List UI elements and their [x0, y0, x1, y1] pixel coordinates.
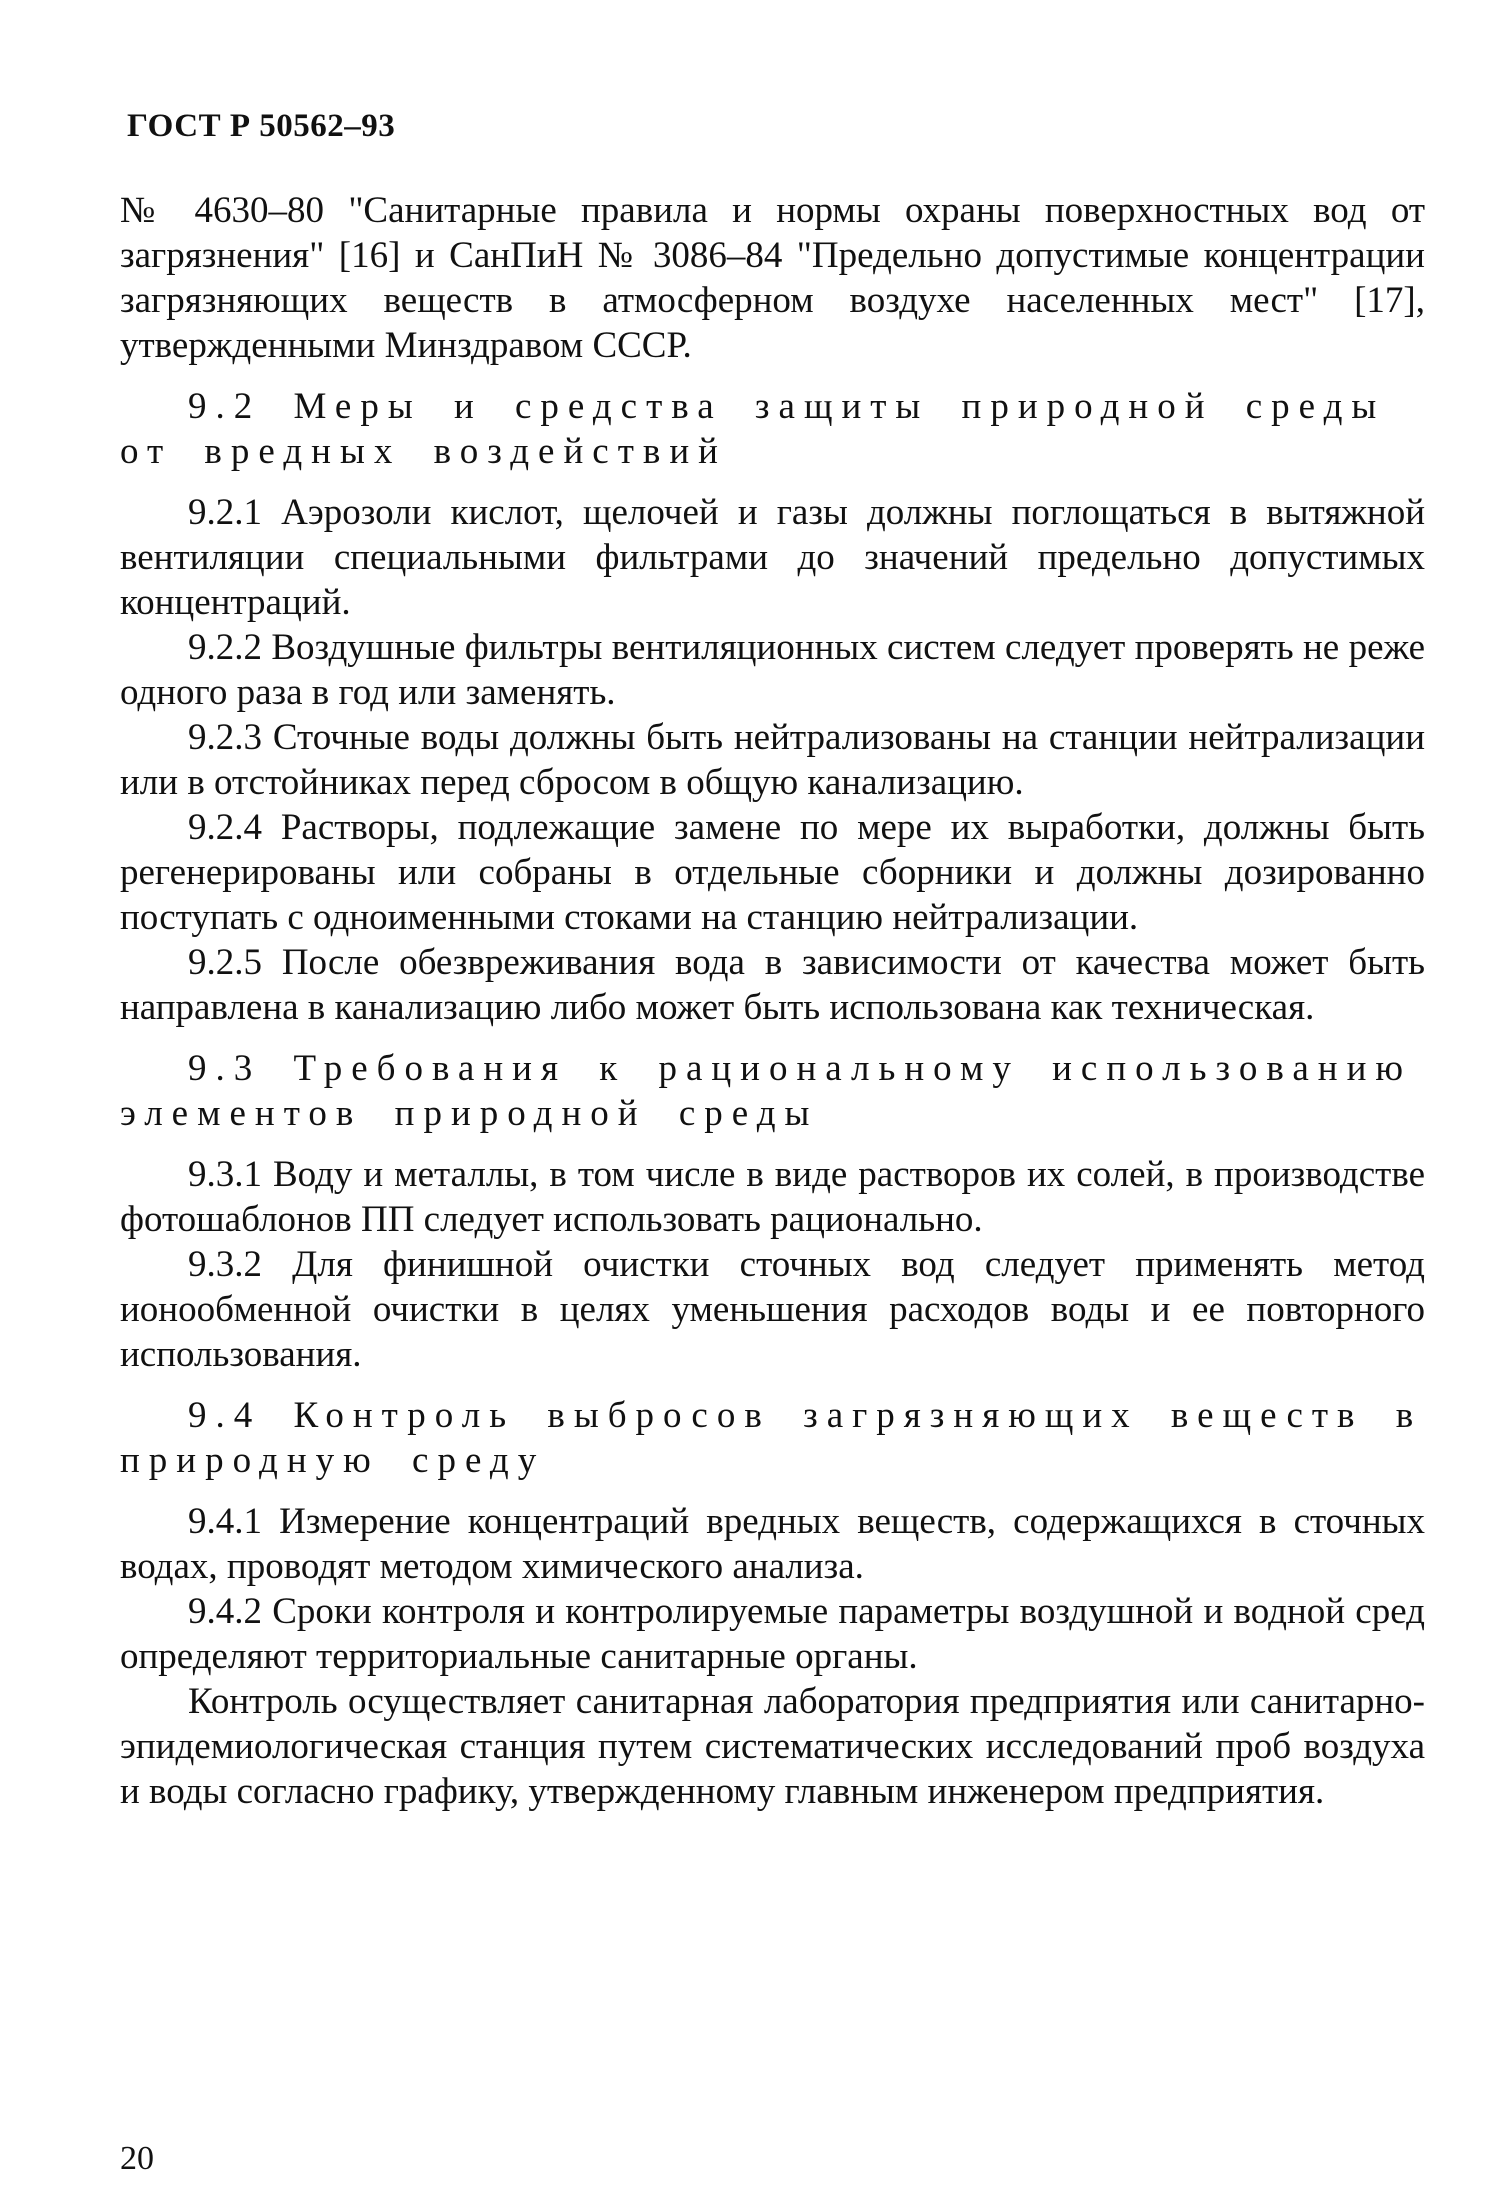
paragraph-9-2-2: 9.2.2 Воздушные фильтры вентиляционных систем следует проверять не реже одного раза в год или заменять. — [120, 627, 1425, 713]
paragraph-9-2-5: 9.2.5 После обезвреживания вода в зависимости от качества может быть направлена в канализацию либо может быть использована как техническая. — [120, 942, 1425, 1028]
document-code-header: ГОСТ Р 50562–93 — [127, 108, 396, 144]
section-9-2-heading: 9.2 Меры и средства защиты природной среды от вредных воздействий — [120, 386, 1386, 472]
paragraph-9-3-2: 9.3.2 Для финишной очистки сточных вод следует применять метод ионообменной очистки в целях уменьшения расходов воды и ее повторного использования. — [120, 1244, 1425, 1375]
section-9-4-heading: 9.4 Контроль выбросов загрязняющих веществ в природную среду — [120, 1395, 1423, 1481]
paragraph-9-2-4: 9.2.4 Растворы, подлежащие замене по мере их выработки, должны быть регенерированы или собраны в отдельные сборники и должны дозированно поступать с одноименными стоками на станцию нейтрализации. — [120, 807, 1425, 938]
paragraph-9-4-2: 9.4.2 Сроки контроля и контролируемые параметры воздушной и водной сред определяют территориальные санитарные органы. — [120, 1591, 1425, 1677]
paragraph-9-2-1: 9.2.1 Аэрозоли кислот, щелочей и газы должны поглощаться в вытяжной вентиляции специальными фильтрами до значений предельно допустимых концентраций. — [120, 492, 1425, 623]
document-body — [120, 188, 1425, 1814]
paragraph-9-3-1: 9.3.1 Воду и металлы, в том числе в виде растворов их солей, в производстве фотошаблонов ПП следует использовать рационально. — [120, 1154, 1425, 1240]
paragraph-9-4-1: 9.4.1 Измерение концентраций вредных веществ, содержащихся в сточных водах, проводят методом химического анализа. — [120, 1501, 1425, 1587]
page-number: 20 — [120, 2140, 154, 2177]
section-9-3-heading: 9.3 Требования к рациональному использованию элементов природной среды — [120, 1048, 1413, 1134]
paragraph-9-2-3: 9.2.3 Сточные воды должны быть нейтрализованы на станции нейтрализации или в отстойниках перед сбросом в общую канализацию. — [120, 717, 1425, 803]
intro-continuation-paragraph: № 4630–80 "Санитарные правила и нормы охраны поверхностных вод от загрязнения" [16] и СанПиН № 3086–84 "Предельно допустимые концентрации загрязняющих веществ в атмосферном воздухе населенных мест" [17], утвержденными Минздравом СССР. — [120, 190, 1425, 366]
paragraph-control: Контроль осуществляет санитарная лаборатория предприятия или санитарно-эпидемиологическая станция путем систематических исследований проб воздуха и воды согласно графику, утвержденному главным инженером предприятия. — [120, 1681, 1425, 1812]
